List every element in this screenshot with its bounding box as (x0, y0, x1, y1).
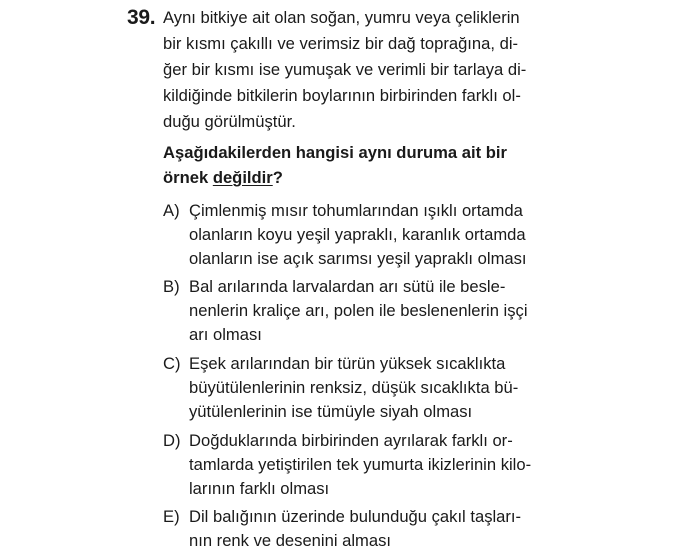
option-line: Dil balığının üzerinde bulunduğu çakıl taşları- (189, 507, 522, 526)
question-number: 39. (127, 6, 156, 29)
option-line: Doğduklarında birbirinden ayrılarak farklı or- (189, 431, 513, 450)
stem-line: ğer bir kısmı ise yumuşak ve verimli bir tarlaya di- (163, 60, 527, 79)
option-line: Çimlenmiş mısır tohumlarından ışıklı ortamda (189, 201, 523, 220)
option-line: arı olması (189, 325, 262, 344)
option-letter: E) (163, 507, 180, 526)
option-letter: A) (163, 201, 180, 220)
question-prompt-line1: Aşağıdakilerden hangisi aynı duruma ait bir (163, 143, 507, 162)
prompt-prefix: örnek (163, 168, 213, 187)
option-line: olanların koyu yeşil yapraklı, karanlık ortamda (189, 225, 526, 244)
option-line: Eşek arılarından bir türün yüksek sıcaklıkta (189, 354, 506, 373)
stem-line: Aynı bitkiye ait olan soğan, yumru veya çeliklerin (163, 8, 520, 27)
option-line: nenlerin kraliçe arı, polen ile beslenenlerin işçi (189, 301, 528, 320)
option-line: Bal arılarında larvalardan arı sütü ile besle- (189, 277, 506, 296)
option-line: larının farklı olması (189, 479, 330, 498)
option-line: yütülenlerinin ise tümüyle siyah olması (189, 402, 473, 421)
option-line: tamlarda yetiştirilen tek yumurta ikizlerinin kilo- (189, 455, 532, 474)
option-letter: B) (163, 277, 180, 296)
question-prompt-line2 (163, 166, 283, 190)
stem-line: duğu görülmüştür. (163, 112, 296, 131)
option-line: nın renk ve desenini alması (189, 531, 392, 550)
option-line: büyütülenlerinin renksiz, düşük sıcaklıkta bü- (189, 378, 519, 397)
stem-line: bir kısmı çakıllı ve verimsiz bir dağ toprağına, di- (163, 34, 519, 53)
prompt-suffix: ? (272, 168, 283, 187)
option-letter: C) (163, 354, 181, 373)
stem-line: kildiğinde bitkilerin boylarının birbirinden farklı ol- (163, 86, 521, 105)
prompt-negation-underlined: değildir (212, 168, 273, 187)
option-letter: D) (163, 431, 181, 450)
option-line: olanların ise açık sarımsı yeşil yapraklı olması (189, 249, 527, 268)
